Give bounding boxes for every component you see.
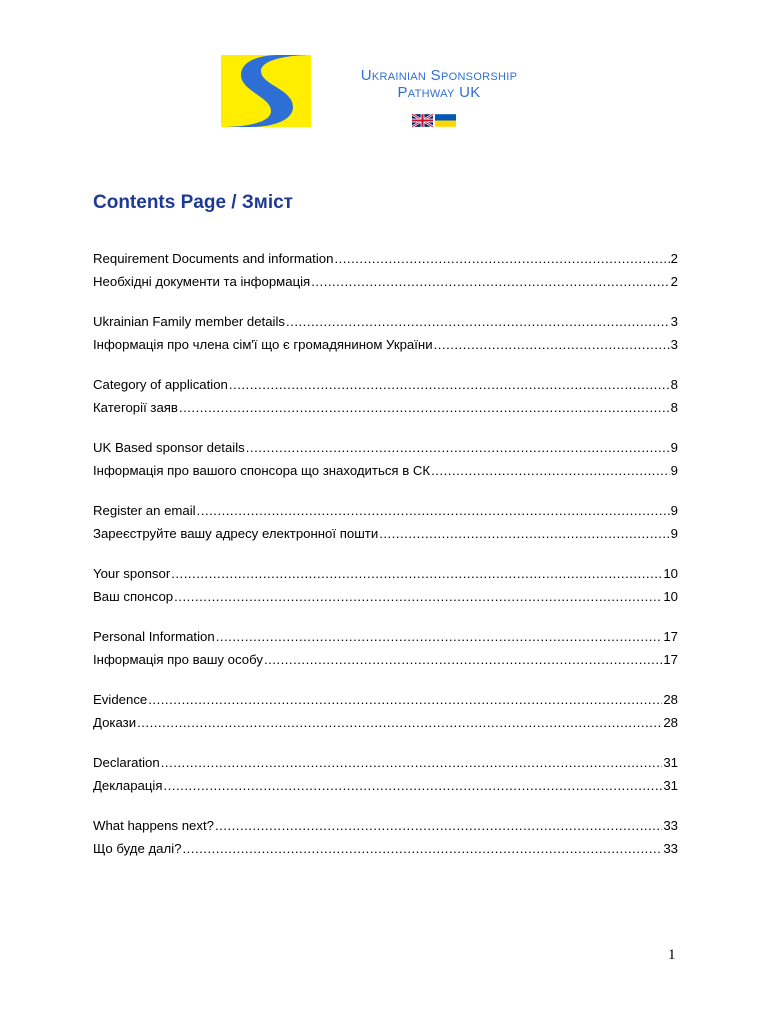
toc-entry-page-number: 9	[670, 503, 678, 518]
dot-leader	[431, 459, 670, 482]
toc-entry-label: Ваш спонсор	[93, 589, 174, 604]
toc-entry-en[interactable]	[93, 436, 678, 459]
toc-entry-page-number: 8	[670, 377, 678, 392]
toc-entry-page-number: 28	[663, 692, 678, 707]
dot-leader	[434, 333, 670, 356]
toc-group	[93, 814, 678, 860]
toc-group	[93, 373, 678, 419]
toc-entry-label: Категорії заяв	[93, 400, 178, 415]
toc-entry-uk[interactable]	[93, 711, 678, 734]
uk-flag-icon	[412, 114, 433, 127]
toc-entry-label: Що буде далі?	[93, 841, 182, 856]
toc-group	[93, 436, 678, 482]
toc-entry-page-number: 10	[663, 566, 678, 581]
toc-entry-label: Requirement Documents and information	[93, 251, 334, 266]
toc-entry-label: What happens next?	[93, 818, 214, 833]
toc-entry-page-number: 9	[670, 440, 678, 455]
toc-entry-uk[interactable]	[93, 837, 678, 860]
toc-entry-page-number: 8	[670, 400, 678, 415]
dot-leader	[137, 711, 662, 734]
logo-text	[319, 67, 559, 101]
toc-entry-en[interactable]	[93, 562, 678, 585]
toc-group	[93, 562, 678, 608]
dot-leader	[229, 373, 670, 396]
toc-entry-page-number: 9	[670, 463, 678, 478]
ukraine-flag-icon	[435, 114, 456, 127]
toc-entry-page-number: 2	[670, 274, 678, 289]
logo-line-2: Pathway UK	[397, 84, 481, 101]
toc-entry-label: Інформація про члена сім'ї що є громадянином України	[93, 337, 433, 352]
toc-entry-en[interactable]	[93, 625, 678, 648]
toc-entry-en[interactable]	[93, 499, 678, 522]
toc-entry-uk[interactable]	[93, 774, 678, 797]
dot-leader	[174, 585, 662, 608]
toc-entry-en[interactable]	[93, 373, 678, 396]
toc-entry-en[interactable]	[93, 310, 678, 333]
toc-entry-page-number: 17	[663, 652, 678, 667]
logo-s-icon	[221, 55, 311, 127]
toc-entry-page-number: 10	[663, 589, 678, 604]
toc-entry-uk[interactable]	[93, 270, 678, 293]
toc-entry-label: Declaration	[93, 755, 160, 770]
dot-leader	[379, 522, 669, 545]
dot-leader	[197, 499, 670, 522]
toc-entry-uk[interactable]	[93, 522, 678, 545]
toc-entry-uk[interactable]	[93, 333, 678, 356]
toc-entry-label: Інформація про вашу особу	[93, 652, 263, 667]
toc-entry-uk[interactable]	[93, 459, 678, 482]
logo	[221, 55, 561, 135]
dot-leader	[334, 247, 669, 270]
toc-entry-page-number: 33	[663, 841, 678, 856]
toc-entry-label: Необхідні документи та інформація	[93, 274, 311, 289]
page-title: Contents Page / Зміст	[93, 192, 293, 213]
toc-entry-uk[interactable]	[93, 585, 678, 608]
dot-leader	[161, 751, 663, 774]
dot-leader	[311, 270, 669, 293]
toc-group	[93, 310, 678, 356]
dot-leader	[216, 625, 663, 648]
toc-entry-label: UK Based sponsor details	[93, 440, 245, 455]
toc-entry-page-number: 31	[663, 755, 678, 770]
toc-group	[93, 688, 678, 734]
flags	[412, 114, 456, 128]
toc-entry-label: Докази	[93, 715, 137, 730]
dot-leader	[182, 837, 662, 860]
toc-entry-en[interactable]	[93, 247, 678, 270]
dot-leader	[246, 436, 670, 459]
dot-leader	[286, 310, 670, 333]
dot-leader	[164, 774, 663, 797]
page-number: 1	[668, 947, 676, 963]
dot-leader	[171, 562, 662, 585]
toc-group	[93, 499, 678, 545]
toc-entry-label: Інформація про вашого спонсора що знаходиться в СК	[93, 463, 431, 478]
toc-entry-uk[interactable]	[93, 648, 678, 671]
table-of-contents	[93, 247, 678, 877]
toc-entry-uk[interactable]	[93, 396, 678, 419]
toc-entry-page-number: 17	[663, 629, 678, 644]
toc-entry-label: Декларація	[93, 778, 163, 793]
toc-entry-en[interactable]	[93, 751, 678, 774]
toc-entry-en[interactable]	[93, 814, 678, 837]
toc-entry-page-number: 31	[663, 778, 678, 793]
toc-entry-page-number: 28	[663, 715, 678, 730]
toc-entry-page-number: 9	[670, 526, 678, 541]
toc-entry-page-number: 2	[670, 251, 678, 266]
toc-entry-label: Your sponsor	[93, 566, 171, 581]
dot-leader	[215, 814, 662, 837]
dot-leader	[148, 688, 662, 711]
toc-entry-page-number: 3	[670, 314, 678, 329]
toc-entry-label: Register an email	[93, 503, 196, 518]
toc-entry-label: Ukrainian Family member details	[93, 314, 286, 329]
toc-entry-label: Зареєструйте вашу адресу електронної пошти	[93, 526, 379, 541]
toc-entry-label: Personal Information	[93, 629, 215, 644]
dot-leader	[264, 648, 662, 671]
dot-leader	[179, 396, 670, 419]
toc-entry-label: Category of application	[93, 377, 228, 392]
toc-group	[93, 247, 678, 293]
toc-entry-page-number: 3	[670, 337, 678, 352]
toc-entry-label: Evidence	[93, 692, 148, 707]
toc-group	[93, 751, 678, 797]
toc-entry-en[interactable]	[93, 688, 678, 711]
toc-group	[93, 625, 678, 671]
toc-entry-page-number: 33	[663, 818, 678, 833]
logo-line-1: Ukrainian Sponsorship	[360, 67, 518, 84]
